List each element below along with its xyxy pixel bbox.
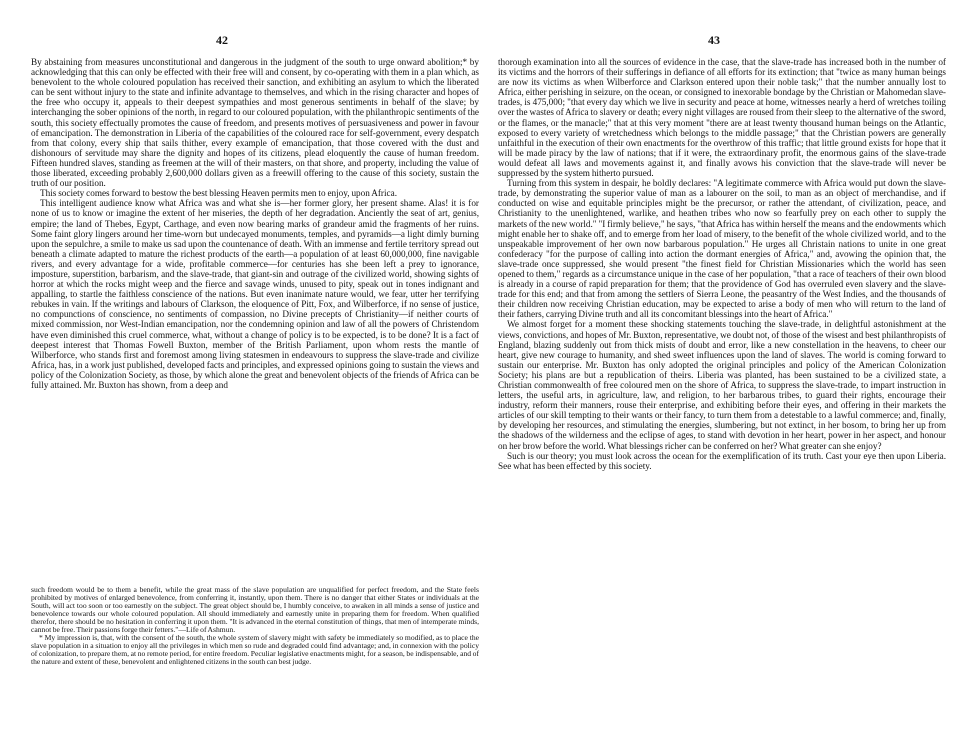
page-number-left: 42 [216, 33, 228, 47]
paragraph: By abstaining from measures unconstitutional and dangerous in the judgment of the south to urge onward abolition;* by acknowledging that this can only be effected with their free will and consent, by co-operating with them in a plan which, as benevolent to the whole coloured population has received their sanction, and exhibiting an asylum to which the liberated can be sent without injury to the state and infinite advantage to themselves, and which in the rising character and hopes of the free who occupy it, appeals to their deepest sympathies and most generous sentiments in behalf of the slave; by interchanging the sober opinions of the north, in regard to our coloured population, with the philanthropic sentiments of the south, this society effectually promotes the cause of freedom, and presents motives of persuasiveness and power in favour of emancipation. The demonstration in Liberia of the capabilities of the coloured race for self-government, every despatch from that colony, every ship that sails thither, every example of emancipation, that those covered with the dust and dishonours of servitude may share the dignity and hopes of its citizens, plead eloquently the cause of human freedom. Fifteen hundred slaves, standing as freemen at the will of their masters, on that shore, and property, including the value of those liberated, exceeding probably 2,600,000 dollars given as a freewill offering to the cause of this society, sustain the truth of our position. [31, 57, 479, 189]
paragraph: Turning from this system in despair, he boldly declares: "A legitimate commerce with Africa would put down the slave-trade, by demonstrating the superior value of man as a labourer on the soil, to man as an object of merchandise, and if conducted on wise and equitable principles might be the precursor, or rather the attendant, of civilization, peace, and Christianity to the unenlightened, warlike, and heathen tribes who now so fearfully prey on each other to supply the markets of the new world." "I firmly believe," he says, "that Africa has within herself the means and the endowments which might enable her to shake off, and to emerge from her load of misery, to the benefit of the whole civilized world, and to the unspeakable improvement of her own now barbarous population." He urges all Christain nations to unite in one great confederacy "for the purpose of calling into action the dormant energies of Africa," and, avowing the opinion that, the slave-trade once suppressed, she would present "the finest field for Christian Missionaries which the world has seen opened to them," regards as a circumstance unique in the case of her population, "that a race of teachers of their own blood is already in a course of rapid preparation for them; that the providence of God has overruled even slavery and the slave-trade for this end; and that from among the settlers of Sierra Leone, the peasantry of the West Indies, and the thousands of their children now receiving Christian education, may be expected to arise a body of men who will return to the land of their fathers, carrying Divine truth and all its concomitant blessings into the heart of Africa." [498, 178, 946, 320]
paragraph: This society comes forward to bestow the best blessing Heaven permits men to enjoy, upon Africa. [40, 188, 397, 199]
right-page-body [498, 57, 946, 471]
paragraph: thorough examination into all the sources of evidence in the case, that the slave-trade has increased both in the number of its victims and the horrors of their sufferings in defiance of all efforts for its extinction; that "twice as many human beings are now its victims as when Wilberforce and Clarkson entered upon their noble task;" that the number annually lost to Africa, either perishing in seizure, on the ocean, or consigned to inexorable bondage by the Christian or Mahomedan slave-trades, is 475,000; "that every day which we live in security and peace at home, witnesses nearly a herd of wretches toiling over the wastes of Africa to slavery or death; every night villages are roused from their sleep to the alternative of the sword, or the flames, or the manacle;" that at this very moment "there are at least twenty thousand human beings on the Atlantic, exposed to every variety of wretchedness which belongs to the middle passage;" that the Christian powers are generally unfaithful in the execution of their own enactments for the overthrow of this traffic; that little ground exists for hope that it will be made piracy by the law of nations; that if it were, the extraordinary profit, the enormous gains of the slave-trade would defeat all laws and movements against it, and finally avows his conviction that the slave-trade will never be suppressed by the system hitherto pursued. [498, 57, 946, 179]
footnote: * My impression is, that, with the consent of the south, the whole system of slavery might with safety be immediately so modified, as to place the slave population in a situation to enjoy all the privileges in which men so rude and degraded could find advantage; and, in connexion with the policy of colonization, to prepare them, at no remote period, for entire freedom. Peculiar legislative enactments might, for a season, be indispensable, and of the nature and extent of these, benevolent and enlightened citizens in the south can best judge. [31, 633, 479, 667]
paragraph: This intelligent audience know what Africa was and what she is—her former glory, her present shame. Alas! it is for none of us to know or imagine the extent of her miseries, the depth of her degradation. Anciently the seat of art, genius, empire; the land of Thebes, Egypt, Carthage, and even now bearing marks of grandeur amid the fragments of her ruins. Some faint glory lingers around her time-worn but undecayed monuments, temples, and pyramids—a light dimly burning upon the sepulchre, a smile to make us sad upon the countenance of death. With an immense and fertile territory spread out beneath a climate adapted to mature the richest products of the earth—a population of at least 60,000,000, fine navigable rivers, and every advantage for a wide, profitable commerce—for centuries has she been left a prey to ignorance, imposture, superstition, barbarism, and the slave-trade, that giant-sin and outrage of the civilized world, showing sights of horror at which the rocks might weep and the fierce and savage winds, unused to pity, speak out in tones indignant and appalling, to startle the faithless conscience of the nations. But even inanimate nature would, we fear, utter her terrifying rebukes in vain. If the writings and labours of Clarkson, the eloquence of Pitt, Fox, and Wilberforce, if no sense of justice, no compunctions of conscience, no sentiments of compassion, no Divine precepts of Christianity—if neither courts of mixed commission, nor West-Indian emancipation, nor the condemning opinion and law of all the powers of Christendom have even diminished this cruel commerce, what, without a change of policy is to be expected, is to be done? It is a fact of deepest interest that Thomas Fowell Buxton, member of the British Parliament, upon whom rests the mantle of Wilberforce, who stands first and foremost among living statesmen in endeavours to suppress the slave-trade and civilize Africa, has, in a work just published, developed facts and principles, and expressed opinions going to sustain the views and policy of the Colonization Society, as those, by which alone the great and benevolent objects of the friends of Africa can be fully attained. Mr. Buxton has shown, from a deep and [31, 198, 479, 390]
page-number-right: 43 [708, 33, 720, 47]
paragraph: We almost forget for a moment these shocking statements touching the slave-trade, in delightful astonishment at the views, convictions, and hopes of Mr. Buxton, representative, we doubt not, of those of the wisest and best philanthropists of England, blazing suddenly out from thick mists of doubt and error, like a new constellation in the heavens, to cheer our heart, give new courage to humanity, and shed sweet influences upon the land of slaves. The world is coming forward to sustain our enterprise. Mr. Buxton has only adopted the original principles and policy of the American Colonization Society; his plans are but a republication of theirs. Liberia was planted, has been sustained to be a civilized state, a Christian commonwealth of free coloured men on the shore of Africa, to suppress the slave-trade, to impart instruction in letters, the useful arts, in agriculture, law, and religion, to her barbarous tribes, to guard their rights, encourage their industry, reform their manners, rouse their enterprise, and exhibiting before their eyes, and offering in their markets the articles of our skill tempting to their wants or their fancy, to turn them from a detestable to a lawful commerce; and, finally, by developing her resources, and stimulating the energies, slumbering, but not extinct, in her bosom, to bring her up from the shadows of the wilderness and the eclipse of ages, to stand with devotion in her heart, power in her aspect, and honour on her brow before the world. What blessings richer can be conferred on her? What greater can she enjoy? [498, 319, 946, 451]
paragraph: Such is our theory; you must look across the ocean for the exemplification of its truth. Cast your eye then upon Liberia. See what has been effected by this society. [498, 450, 946, 471]
left-page-body [31, 57, 479, 390]
left-page-footnotes [31, 586, 479, 666]
footnote: such freedom would be to them a benefit, while the great mass of the slave population are unqualified for perfect freedom, and the State feels prohibited by motives of enlarged benevolence, from conferring it, instantly, upon them. There is no danger that either States or individuals at the South, will act too soon or too earnestly on the subject. The great object should be, I humbly conceive, to awaken in all minds a sense of justice and benevolence towards our whole coloured population. All should immediately and earnestly unite in preparing them for freedom. When qualified therefor, there should be no hesitation in conferring it upon them. "It is advanced in the eternal constitution of things, that men of intemperate minds, cannot be free. Their passions forge their fetters."—Life of Ashmun. [31, 585, 479, 635]
